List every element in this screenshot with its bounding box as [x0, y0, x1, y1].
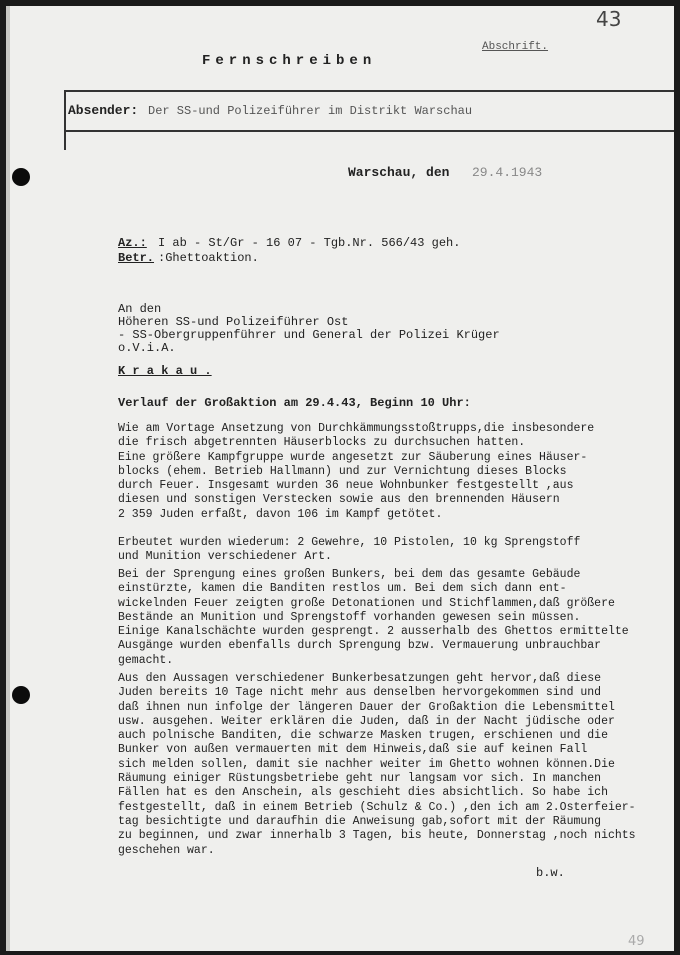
date-label: Warschau, den: [348, 165, 450, 180]
paragraph-line: Aus den Aussagen verschiedener Bunkerbesatzungen geht hervor,daß diese: [118, 672, 602, 685]
paragraph-line: Eine größere Kampfgruppe wurde angesetzt zur Säuberung eines Häuser-: [118, 450, 588, 464]
paragraph-line: Wie am Vortage Ansetzung von Durchkämmungsstoßtrupps,die insbesondere: [118, 422, 595, 435]
sender-label: Absender:: [68, 103, 139, 118]
recipient-line-1: An den: [118, 302, 162, 316]
document-title: Fernschreiben: [202, 53, 377, 69]
paragraph-line: Bei der Sprengung eines großen Bunkers, bei dem das gesamte Gebäude: [118, 568, 581, 581]
paragraph-line: die frisch abgetrennten Häuserblocks zu durchsuchen hatten.: [118, 436, 526, 450]
paragraph-line: Bunker von außen vermauerten mit dem Hinweis,daß sie auf keinen Fall: [118, 743, 588, 757]
paragraph-line: und Munition verschiedener Art.: [118, 550, 332, 564]
recipient-line-2: Höheren SS-und Polizeiführer Ost: [118, 315, 349, 329]
page-edge: [6, 6, 10, 951]
az-label: Az.:: [118, 236, 147, 250]
paragraph-line: 2 359 Juden erfaßt, davon 106 im Kampf getötet.: [118, 507, 443, 521]
header-rule-top: [64, 90, 674, 92]
subject-line: Verlauf der Großaktion am 29.4.43, Beginn 10 Uhr:: [118, 396, 471, 410]
paragraph-line: gemacht.: [118, 653, 174, 667]
paragraph-line: blocks (ehem. Betrieb Hallmann) und zur Vernichtung dieses Blocks: [118, 464, 567, 478]
paragraph-line: Ausgänge wurden ebenfalls durch Sprengung bzw. Vermauerung unbrauchbar: [118, 639, 602, 653]
paragraph-line: zu beginnen, und zwar innerhalb 3 Tagen, bis heute, Donnerstag ,noch nichts: [118, 829, 636, 843]
punch-hole-top: [12, 168, 30, 186]
punch-hole-bottom: [12, 686, 30, 704]
betr-value: :Ghettoaktion.: [158, 251, 259, 265]
paragraph-line: auch polnische Banditen, die schwarze Masken trugen, erschienen und die: [118, 729, 608, 743]
paragraph-line: Bestände an Munition und Sprengstoff vorhanden gewesen sein müssen.: [118, 610, 581, 624]
recipient-city: K r a k a u .: [118, 364, 212, 378]
paragraph-line: sich melden sollen, damit sie nachher weiter im Ghetto wohnen können.Die: [118, 757, 615, 771]
header-rule-bottom: [64, 130, 674, 132]
footer-number: 49: [628, 934, 645, 949]
betr-label: Betr.: [118, 251, 155, 265]
sender-value: Der SS-und Polizeiführer im Distrikt Warschau: [148, 104, 473, 118]
copy-stamp: Abschrift.: [482, 41, 549, 53]
paragraph-line: tag besichtigte und daraufhin die Anweisung gab,sofort mit der Räumung: [118, 814, 602, 828]
recipient-line-3: - SS-Obergruppenführer und General der Polizei Krüger: [118, 328, 500, 342]
az-value: I ab - St/Gr - 16 07 - Tgb.Nr. 566/43 geh.: [158, 236, 461, 250]
paragraph-line: daß ihnen nun infolge der längeren Dauer der Großaktion die Lebensmittel: [118, 700, 615, 714]
paragraph-4: [118, 672, 636, 858]
paragraph-3: [118, 568, 629, 668]
paragraph-line: Einige Kanalschächte wurden gesprengt. 2 ausserhalb des Ghettos ermittelte: [118, 625, 629, 639]
paragraph-line: festgestellt, daß in einem Betrieb (Schulz & Co.) ,den ich am 2.Osterfeier-: [118, 800, 636, 814]
header-rule-left: [64, 90, 66, 150]
paragraph-line: Räumung einiger Rüstungsbetriebe geht nur langsam vor sich. In manchen: [118, 772, 602, 786]
paragraph-line: usw. ausgehen. Weiter erklären die Juden, daß in der Nacht jüdische oder: [118, 714, 615, 728]
paragraph-line: durch Feuer. Insgesamt wurden 36 neue Wohnbunker festgestellt ,aus: [118, 479, 574, 493]
paragraph-line: wickelnden Feuer zeigten große Detonationen und Stichflammen,daß größere: [118, 596, 615, 610]
document-page: [6, 6, 674, 951]
paragraph-1: [118, 422, 594, 522]
recipient-line-4: o.V.i.A.: [118, 341, 176, 355]
paragraph-line: geschehen war.: [118, 843, 215, 857]
paragraph-line: Juden bereits 10 Tage nicht mehr aus denselben hervorgekommen sind und: [118, 686, 602, 700]
paragraph-line: Fällen hat es den Anschein, als geschieht dies absichtlich. So habe ich: [118, 786, 608, 800]
paragraph-line: einstürzte, kamen die Banditen restlos um. Bei dem sich dann ent-: [118, 582, 567, 596]
paragraph-2: [118, 536, 580, 565]
paragraph-line: Erbeutet wurden wiederum: 2 Gewehre, 10 Pistolen, 10 kg Sprengstoff: [118, 536, 581, 549]
date-value: 29.4.1943: [472, 165, 543, 180]
continuation-mark: b.w.: [536, 866, 565, 880]
paragraph-line: diesen und sonstigen Verstecken sowie aus den brennenden Häusern: [118, 493, 560, 507]
page-number: 43: [596, 7, 622, 31]
